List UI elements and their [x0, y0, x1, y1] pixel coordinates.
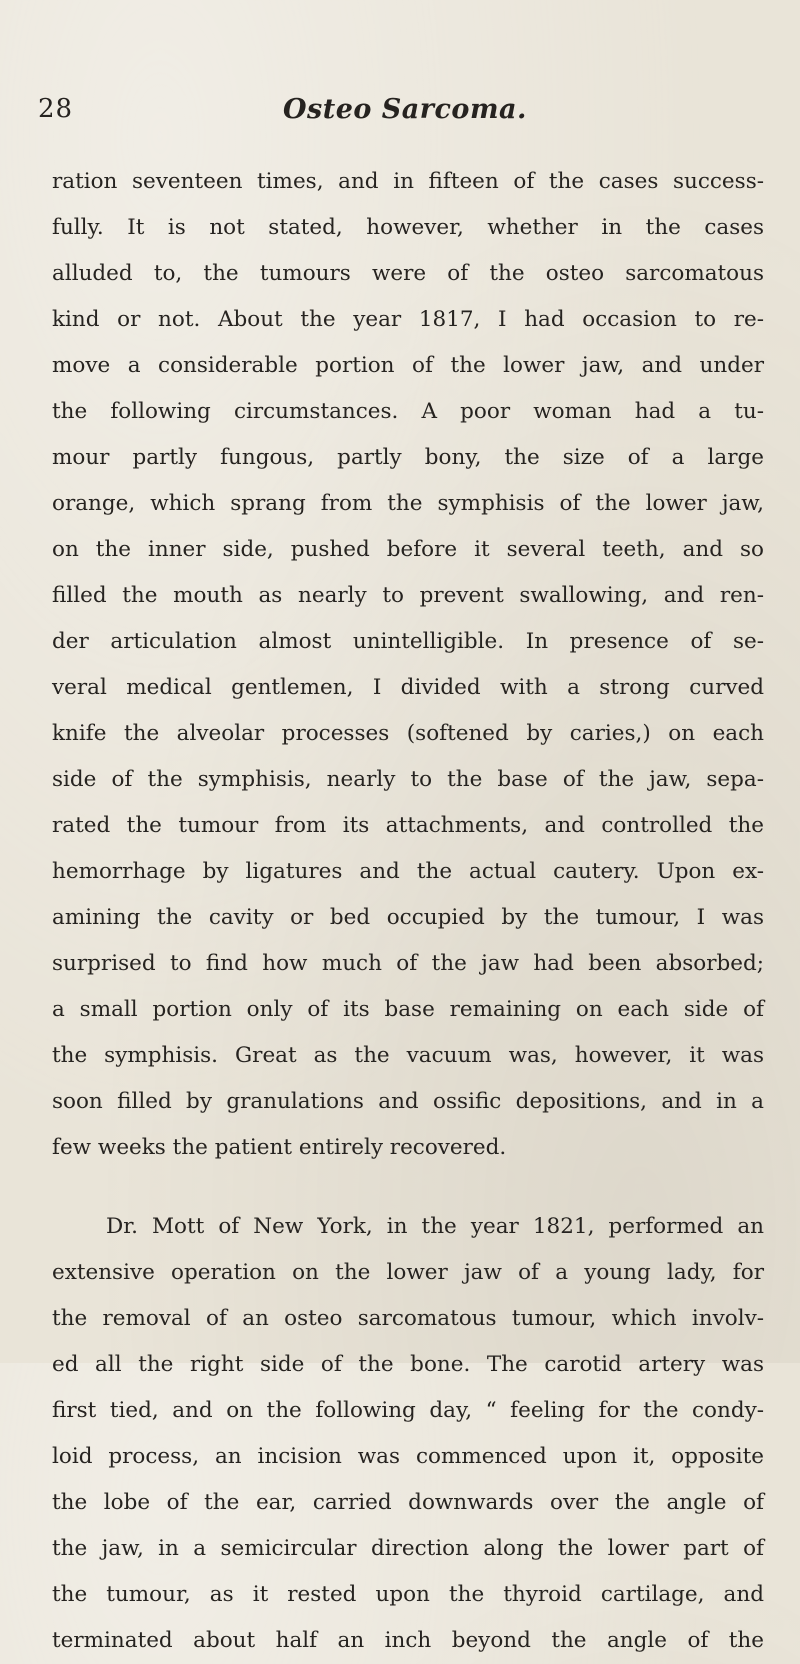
text-line: surprised to find how much of the jaw had been absorbed; [52, 951, 764, 976]
text-line: the tumour, as it rested upon the thyroid cartilage, and [52, 1582, 764, 1607]
text-line: the jaw, in a semicircular direction along the lower part of [52, 1536, 764, 1561]
text-line: terminated about half an inch beyond the angle of the [52, 1628, 764, 1653]
text-line: alluded to, the tumours were of the osteo sarcomatous [52, 261, 764, 286]
text-line: the lobe of the ear, carried downwards over the angle of [52, 1490, 764, 1515]
paragraph-gap [52, 1171, 764, 1204]
text-line: kind or not. About the year 1817, I had occasion to re- [52, 307, 764, 332]
text-line: der articulation almost unintelligible. In presence of se- [52, 629, 764, 654]
text-line: on the inner side, pushed before it several teeth, and so [52, 537, 764, 562]
text-line: ration seventeen times, and in fifteen of the cases success- [52, 169, 764, 194]
text-line: mour partly fungous, partly bony, the size of a large [52, 445, 764, 470]
text-line: knife the alveolar processes (softened by caries,) on each [52, 721, 764, 746]
text-line: move a considerable portion of the lower jaw, and under [52, 353, 764, 378]
body-text [52, 159, 764, 1664]
text-line: amining the cavity or bed occupied by the tumour, I was [52, 905, 764, 930]
text-line: veral medical gentlemen, I divided with a strong curved [52, 675, 764, 700]
text-line: hemorrhage by ligatures and the actual cautery. Upon ex- [52, 859, 764, 884]
text-line: the removal of an osteo sarcomatous tumour, which involv- [52, 1306, 764, 1331]
text-line: the symphisis. Great as the vacuum was, however, it was [52, 1043, 764, 1068]
text-line: side of the symphisis, nearly to the base of the jaw, sepa- [52, 767, 764, 792]
text-line: few weeks the patient entirely recovered. [52, 1135, 507, 1160]
text-line: extensive operation on the lower jaw of a young lady, for [52, 1260, 764, 1285]
page-number: 28 [38, 94, 74, 124]
text-line: loid process, an incision was commenced upon it, opposite [52, 1444, 764, 1469]
running-title: Osteo Sarcoma. [283, 94, 527, 125]
text-line: ed all the right side of the bone. The carotid artery was [52, 1352, 764, 1377]
text-line: filled the mouth as nearly to prevent swallowing, and ren- [52, 583, 764, 608]
text-line: fully. It is not stated, however, whether in the cases [52, 215, 764, 240]
text-line: soon filled by granulations and ossific depositions, and in a [52, 1089, 764, 1114]
page-header [38, 94, 758, 134]
paragraph-1 [52, 159, 764, 1171]
text-line: Dr. Mott of New York, in the year 1821, performed an [106, 1214, 764, 1239]
paragraph-2 [52, 1204, 764, 1664]
text-line: the following circumstances. A poor woman had a tu- [52, 399, 764, 424]
text-line: first tied, and on the following day, “ feeling for the condy- [52, 1398, 764, 1423]
text-line: orange, which sprang from the symphisis of the lower jaw, [52, 491, 764, 516]
text-line: rated the tumour from its attachments, and controlled the [52, 813, 764, 838]
text-line: a small portion only of its base remaining on each side of [52, 997, 764, 1022]
